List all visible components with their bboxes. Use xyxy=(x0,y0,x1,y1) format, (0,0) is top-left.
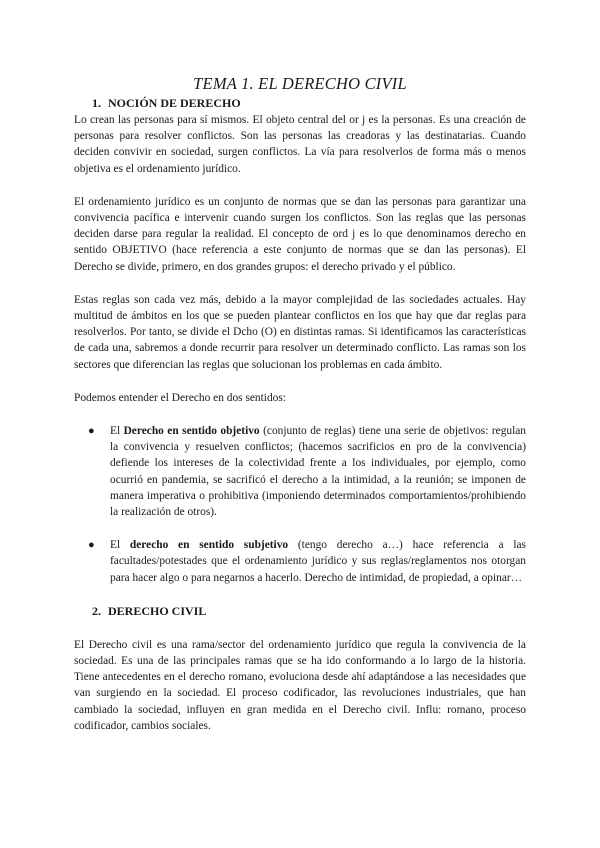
list-item-subjective xyxy=(74,537,526,586)
section-1-paragraph-1: Lo crean las personas para sí mismos. El objeto central del or j es la personas. Es una creación de personas para resolver conflictos. Son las personas las creadoras y las destinatarias. Cuando deciden convivir en sociedad, surgen conflictos. La vía para resolverlos de forma más o menos objetiva es el ordenamiento jurídico. xyxy=(74,114,526,175)
section-1-paragraph-3: Estas reglas son cada vez más, debido a la mayor complejidad de las sociedades actuales. Hay multitud de ámbitos en los que se pueden plantear conflictos en los que hay que dar reglas para resolverlos. Por tanto, se divide el Dcho (O) en distintas ramas. Si identificamos las características de cada una, sabremos a donde recurrir para resolver un determinado conflicto. Las ramas son los sectores que diferencian las reglas que solucionan los problemas en cada ámbito. xyxy=(74,293,526,371)
section-1-number: 1. xyxy=(92,96,101,110)
section-2-heading xyxy=(74,603,526,620)
list-item-term: Derecho en sentido objetivo xyxy=(123,425,260,438)
section-2-number: 2. xyxy=(92,603,101,618)
list-item-text: (tengo derecho a…) hace referencia a las facultades/potestades que el ordenamiento jurídico y sus reglas/reglamentos nos otorgan para hacer algo o para negarnos a hacerlo. Derecho de intimidad, de propiedad, a opinar… xyxy=(110,539,526,584)
list-item-term: derecho en sentido subjetivo xyxy=(129,539,289,552)
bullet-icon: ● xyxy=(88,425,95,438)
list-item-text: (conjunto de reglas) tiene una serie de objetivos: regulan la convivencia y resuelven conflictos; (hacemos sacrificios en pro de la convivencia) defiende los intereses de la colectividad frente a los individuales, por ejemplo, como ocurrió en pandemia, se sacrificó el derecho a la intimidad, a la reunión; se imponen de manera imperativa o prohibitiva (imponiendo determinados comportamientos/prohibiendo la realización de otros). xyxy=(110,425,526,519)
list-item-objective xyxy=(74,423,526,520)
section-2-paragraph-1: El Derecho civil es una rama/sector del ordenamiento jurídico que regula la convivencia de la sociedad. Es una de las principales ramas que se ha ido conformando a lo largo de la historia. Tiene antecedentes en el derecho romano, evoluciona desde ahí adaptándose a las necesidades que van surgiendo en la sociedad. El proceso codificador, las revoluciones industriales, que han cambiado la sociedad, influyen en gran medida en el Derecho civil. Influ: romano, proceso codificador, cambios sociales. xyxy=(74,638,526,732)
document-title: TEMA 1. EL DERECHO CIVIL xyxy=(193,74,407,93)
list-item-text: El xyxy=(110,425,124,438)
section-1-heading xyxy=(74,95,526,112)
section-1-paragraph-4: Podemos entender el Derecho en dos sentidos: xyxy=(74,391,286,404)
section-1-paragraph-2: El ordenamiento jurídico es un conjunto de normas que se dan las personas para garantizar una convivencia pacífica e intervenir cuando surgen los conflictos. Son las reglas que las personas deciden darse para regular la realidad. El concepto de ord j es lo que denominamos derecho en sentido OBJETIVO (hace referencia a este conjunto de normas que se dan las personas). El Derecho se divide, primero, en dos grandes grupos: el derecho privado y el público. xyxy=(74,195,526,273)
section-1-heading-text: NOCIÓN DE DERECHO xyxy=(108,96,241,110)
list-spacer xyxy=(74,520,526,537)
document-page xyxy=(74,74,526,734)
list-item-text: El xyxy=(110,539,130,552)
bullet-icon: ● xyxy=(88,539,95,552)
section-2-heading-text: DERECHO CIVIL xyxy=(108,603,207,618)
senses-list xyxy=(74,423,526,586)
